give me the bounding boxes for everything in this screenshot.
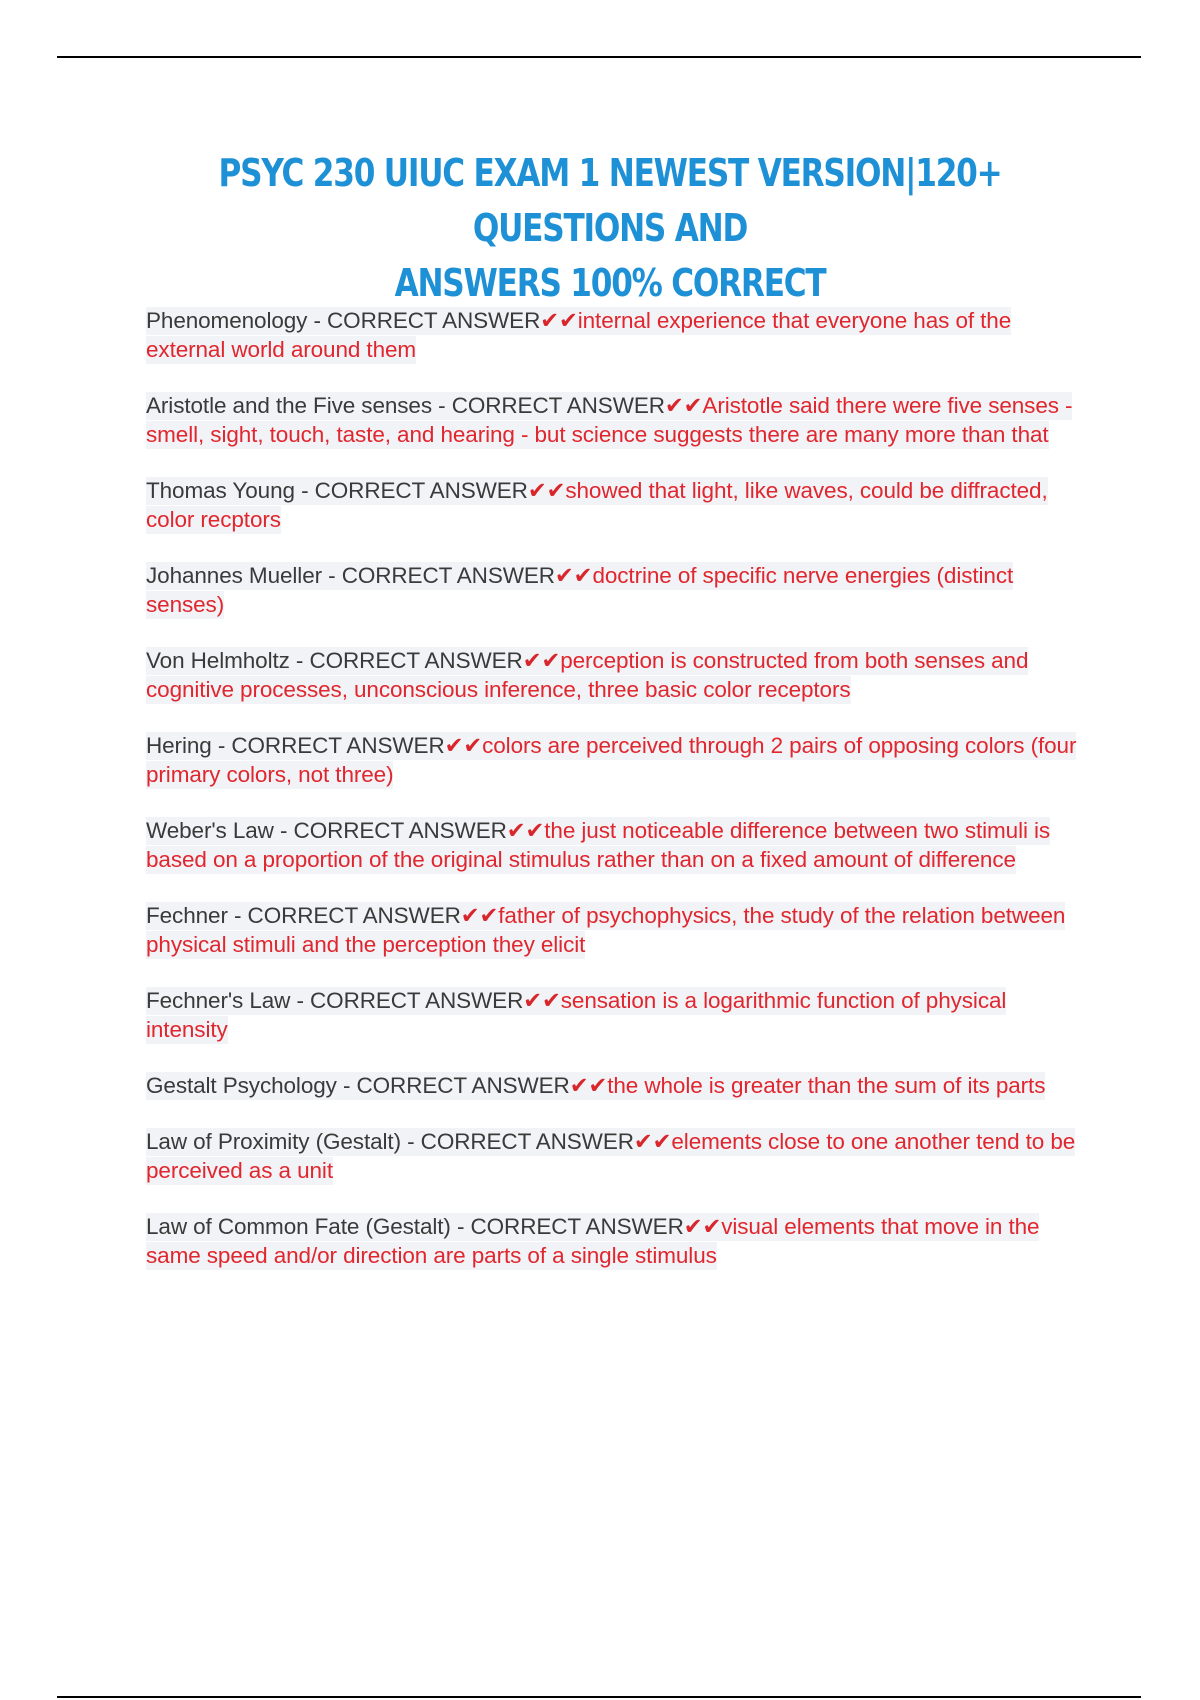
qa-term: Law of Proximity (Gestalt) — [146, 1129, 401, 1154]
qa-term: Gestalt Psychology — [146, 1073, 337, 1098]
qa-separator: - CORRECT ANSWER — [211, 733, 445, 758]
top-rule — [57, 56, 1141, 58]
qa-answer: visual elements that move in the same speed and/or direction are parts of a single stimulus — [146, 1214, 1040, 1268]
checkmark-icon: ✔✔ — [683, 1214, 722, 1239]
qa-answer: showed that light, like waves, could be diffracted, color recptors — [146, 478, 1048, 532]
document-title — [216, 146, 1003, 311]
checkmark-icon: ✔✔ — [633, 1129, 672, 1154]
checkmark-icon: ✔✔ — [506, 818, 545, 843]
qa-separator: - CORRECT ANSWER — [294, 478, 528, 503]
qa-answer: the whole is greater than the sum of its parts — [607, 1073, 1046, 1098]
qa-answer: Aristotle said there were five senses - smell, sight, touch, taste, and hearing - but science suggests there are many more than that — [146, 393, 1073, 447]
title-line-1: PSYC 230 UIUC EXAM 1 NEWEST VERSION|120+ QUESTIONS AND — [218, 151, 1002, 250]
qa-item — [146, 901, 1091, 959]
qa-list — [146, 306, 1091, 1297]
qa-term: Von Helmholtz — [146, 648, 290, 673]
qa-item — [146, 306, 1091, 364]
qa-separator: - CORRECT ANSWER — [227, 903, 461, 928]
qa-separator: - CORRECT ANSWER — [273, 818, 507, 843]
checkmark-icon: ✔✔ — [460, 903, 499, 928]
qa-item — [146, 816, 1091, 874]
checkmark-icon: ✔✔ — [569, 1073, 608, 1098]
qa-separator: - CORRECT ANSWER — [336, 1073, 570, 1098]
qa-separator: - CORRECT ANSWER — [290, 988, 524, 1013]
qa-separator: - CORRECT ANSWER — [400, 1129, 634, 1154]
qa-term: Weber's Law — [146, 818, 274, 843]
qa-item — [146, 1071, 1091, 1100]
qa-item — [146, 646, 1091, 704]
qa-term: Law of Common Fate (Gestalt) — [146, 1214, 451, 1239]
qa-answer: perception is constructed from both senses and cognitive processes, unconscious inference, three basic color receptors — [146, 648, 1029, 702]
checkmark-icon: ✔✔ — [527, 478, 566, 503]
checkmark-icon: ✔✔ — [540, 308, 578, 333]
checkmark-icon: ✔✔ — [664, 393, 703, 418]
qa-term: Hering — [146, 733, 212, 758]
qa-answer: internal experience that everyone has of the external world around them — [146, 308, 1012, 362]
qa-item — [146, 391, 1091, 449]
qa-separator: - CORRECT ANSWER — [432, 393, 665, 418]
qa-separator: - CORRECT ANSWER — [307, 308, 541, 333]
qa-term: Johannes Mueller — [146, 563, 323, 588]
qa-answer: the just noticeable difference between two stimuli is based on a proportion of the original stimulus rather than on a fixed amount of difference — [146, 818, 1051, 872]
qa-separator: - CORRECT ANSWER — [450, 1214, 684, 1239]
qa-answer: colors are perceived through 2 pairs of opposing colors (four primary colors, not three) — [146, 733, 1077, 787]
bottom-rule — [57, 1696, 1141, 1698]
qa-answer: elements close to one another tend to be perceived as a unit — [146, 1129, 1076, 1183]
qa-item — [146, 1127, 1091, 1185]
qa-answer: father of psychophysics, the study of the relation between physical stimuli and the perception they elicit — [146, 903, 1066, 957]
checkmark-icon: ✔✔ — [554, 563, 593, 588]
checkmark-icon: ✔✔ — [444, 733, 483, 758]
qa-item — [146, 986, 1091, 1044]
qa-term: Thomas Young — [146, 478, 295, 503]
qa-separator: - CORRECT ANSWER — [322, 563, 555, 588]
qa-term: Aristotle and the Five senses — [146, 393, 432, 418]
checkmark-icon: ✔✔ — [523, 988, 561, 1013]
qa-term: Fechner's Law — [146, 988, 291, 1013]
qa-answer: doctrine of specific nerve energies (distinct senses) — [146, 563, 1014, 617]
title-line-2: ANSWERS 100% CORRECT — [394, 261, 826, 305]
qa-item — [146, 731, 1091, 789]
qa-term: Fechner — [146, 903, 228, 928]
qa-answer: sensation is a logarithmic function of physical intensity — [146, 988, 1007, 1042]
qa-item — [146, 1212, 1091, 1270]
qa-item — [146, 561, 1091, 619]
qa-separator: - CORRECT ANSWER — [289, 648, 523, 673]
qa-item — [146, 476, 1091, 534]
checkmark-icon: ✔✔ — [522, 648, 561, 673]
qa-term: Phenomenology — [146, 308, 308, 333]
